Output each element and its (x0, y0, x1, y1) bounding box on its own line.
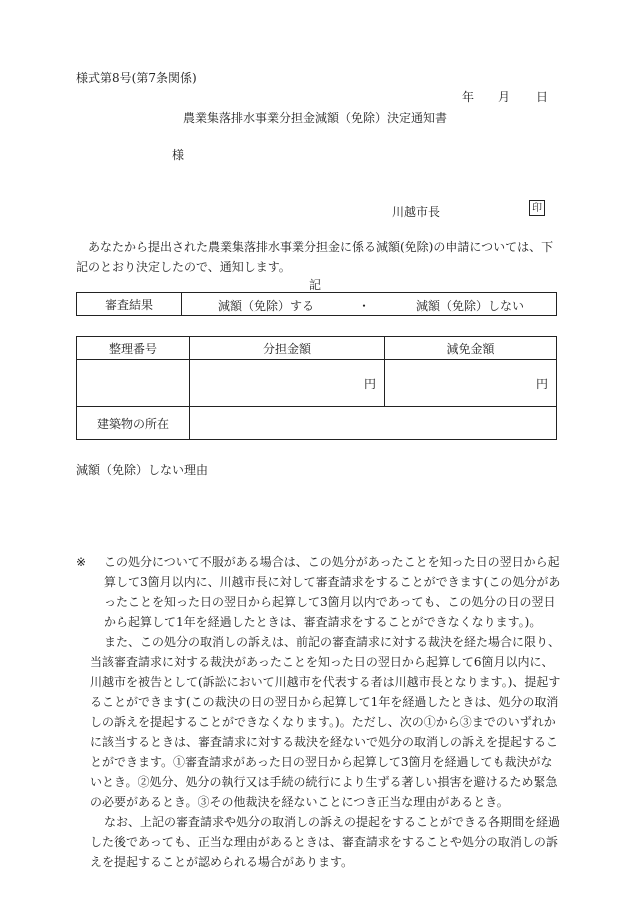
option-not-reduce[interactable]: 減額（免除）しない (416, 299, 525, 313)
addressee-suffix: 様 (172, 148, 185, 162)
building-location-cell[interactable] (190, 407, 557, 440)
reference-number-cell[interactable] (77, 360, 190, 407)
notice-paragraph-1 (76, 552, 562, 632)
charge-unit: 円 (363, 376, 376, 391)
appeal-notice (76, 552, 562, 872)
review-result-table (76, 292, 557, 316)
charge-amount-cell[interactable] (190, 360, 385, 407)
date-year: 年 (462, 90, 475, 104)
document-title: 農業集落排水事業分担金減額（免除）決定通知書 (182, 111, 447, 125)
reason-label: 減額（免除）しない理由 (76, 463, 209, 477)
option-separator: ・ (358, 299, 371, 313)
intro-text: あなたから提出された農業集落排水事業分担金に係る減額(免除)の申請については、下記のとおり決定したので、通知します。 (76, 240, 554, 274)
ki-heading: 記 (308, 278, 321, 292)
form-number: 様式第8号(第7条関係) (76, 71, 197, 85)
notice-paragraph-2: また、この処分の取消しの訴えは、前記の審査請求に対する裁決を経た場合に限り、当該審査請求に対する裁決があったことを知った日の翌日から起算して6箇月以内に、川越市を被告として(訴訟において川越市を代表する者は川越市長となります。)、提起することができます(この裁決の日の翌日から起算して1年を経過したときは、処分の取消しの訴えを提起することができなくなります。)。ただし、次の①から③までのいずれかに該当するときは、審査請求に対する裁決を経ないで処分の取消しの訴えを提起することができます。①審査請求があった日の翌日から起算して3箇月を経過しても裁決がないとき。②処分、処分の執行又は手続の続行により生ずる著しい損害を避けるため緊急の必要があるとき。③その他裁決を経ないことにつき正当な理由があるとき。 (90, 635, 561, 809)
header-reference-number: 整理番号 (77, 337, 190, 360)
notice-paragraph-3: なお、上記の審査請求や処分の取消しの訴えの提起をすることができる各期間を経過した後であっても、正当な理由があるときは、審査請求をすることや処分の取消しの訴えを提起することが認められる場合があります。 (90, 815, 561, 869)
header-exemption-amount: 減免金額 (385, 337, 557, 360)
building-location-label: 建築物の所在 (77, 407, 190, 440)
review-result-label: 審査結果 (77, 293, 182, 316)
notice-paragraph-1-text: この処分について不服がある場合は、この処分があったことを知った日の翌日から起算して3箇月以内に、川越市長に対して審査請求をすることができます(この処分があったことを知った日の翌日から起算して3箇月以内であっても、この処分の日の翌日から起算して1年を経過したときは、審査請求をすることができなくなります。)。 (104, 555, 561, 629)
header-charge-amount: 分担金額 (190, 337, 385, 360)
review-result-options (182, 293, 557, 316)
date-month: 月 (498, 90, 511, 104)
notice-mark: ※ (76, 555, 87, 569)
date-day: 日 (536, 90, 549, 104)
detail-table (76, 336, 557, 440)
option-reduce[interactable]: 減額（免除）する (218, 299, 315, 313)
exemption-amount-cell[interactable] (385, 360, 557, 407)
exemption-unit: 円 (535, 376, 548, 391)
issuer-name: 川越市長 (392, 205, 441, 219)
seal-stamp: 印 (529, 200, 545, 216)
